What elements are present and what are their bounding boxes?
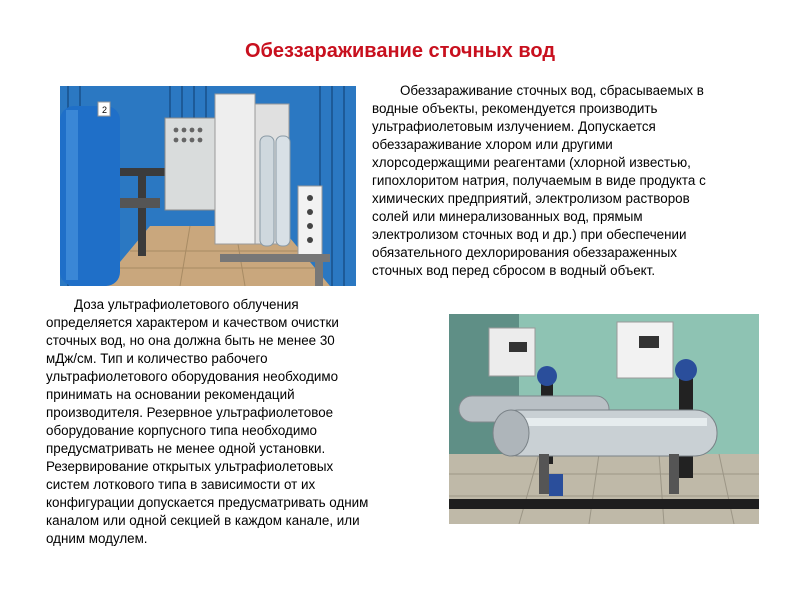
p1-line: химических предприятий, электролизом растворов bbox=[372, 191, 690, 206]
p2-line: производителя. Резервное ультрафиолетовое bbox=[46, 405, 334, 420]
p1-line: хлорсодержащими реагентами (хлорной известью, bbox=[372, 155, 691, 170]
p2-line: определяется характером и качеством очистки bbox=[46, 315, 339, 330]
p1-line: солей или минерализованных вод, прямым bbox=[372, 209, 643, 224]
paragraph-uv-dose bbox=[46, 296, 428, 548]
p2-line: систем лоткового типа в зависимости от их bbox=[46, 477, 316, 492]
paragraph-disinfection-methods bbox=[372, 82, 772, 280]
photo-uv-reactors-image bbox=[449, 314, 759, 524]
sticker-number: 2 bbox=[102, 105, 108, 115]
p2-line: оборудование корпусного типа необходимо bbox=[46, 423, 318, 438]
p1-line: водные объекты, рекомендуется производить bbox=[372, 101, 658, 116]
p1-line: обязательного дехлорирования обеззараженных bbox=[372, 245, 677, 260]
p2-line: каналом или одной секцией в каждом канале, или bbox=[46, 513, 360, 528]
slide-title: Обеззараживание сточных вод bbox=[244, 40, 556, 62]
p2-line: Доза ультрафиолетового облучения bbox=[74, 297, 299, 312]
p2-line: сточных вод, но она должна быть не менее 30 bbox=[46, 333, 335, 348]
photo-treatment-room-image bbox=[60, 86, 356, 286]
p2-line: мДж/см. Тип и количество рабочего bbox=[46, 351, 268, 366]
p2-line: ультрафиолетового оборудования необходимо bbox=[46, 369, 339, 384]
p1-line: гипохлоритом натрия, получаемым в виде продукта с bbox=[372, 173, 706, 188]
p1-line: обеззараживание хлором или другими bbox=[372, 137, 613, 152]
p1-line: ультрафиолетовым излучением. Допускается bbox=[372, 119, 656, 134]
p2-line: одним модулем. bbox=[46, 531, 148, 546]
p2-line: принимать на основании рекомендаций bbox=[46, 387, 295, 402]
p2-line: Резервирование открытых ультрафиолетовых bbox=[46, 459, 334, 474]
p1-line: сточных вод перед сбросом в водный объект. bbox=[372, 263, 656, 278]
p1-line: Обеззараживание сточных вод, сбрасываемых в bbox=[400, 83, 704, 98]
p2-line: предусматривать не менее одной установки. bbox=[46, 441, 326, 456]
p2-line: конфигурации допускается предусматривать одним bbox=[46, 495, 369, 510]
p1-line: электролизом сточных вод и др.) при обеспечении bbox=[372, 227, 687, 242]
photo-treatment-room bbox=[60, 86, 356, 286]
photo-uv-reactors bbox=[449, 314, 759, 524]
